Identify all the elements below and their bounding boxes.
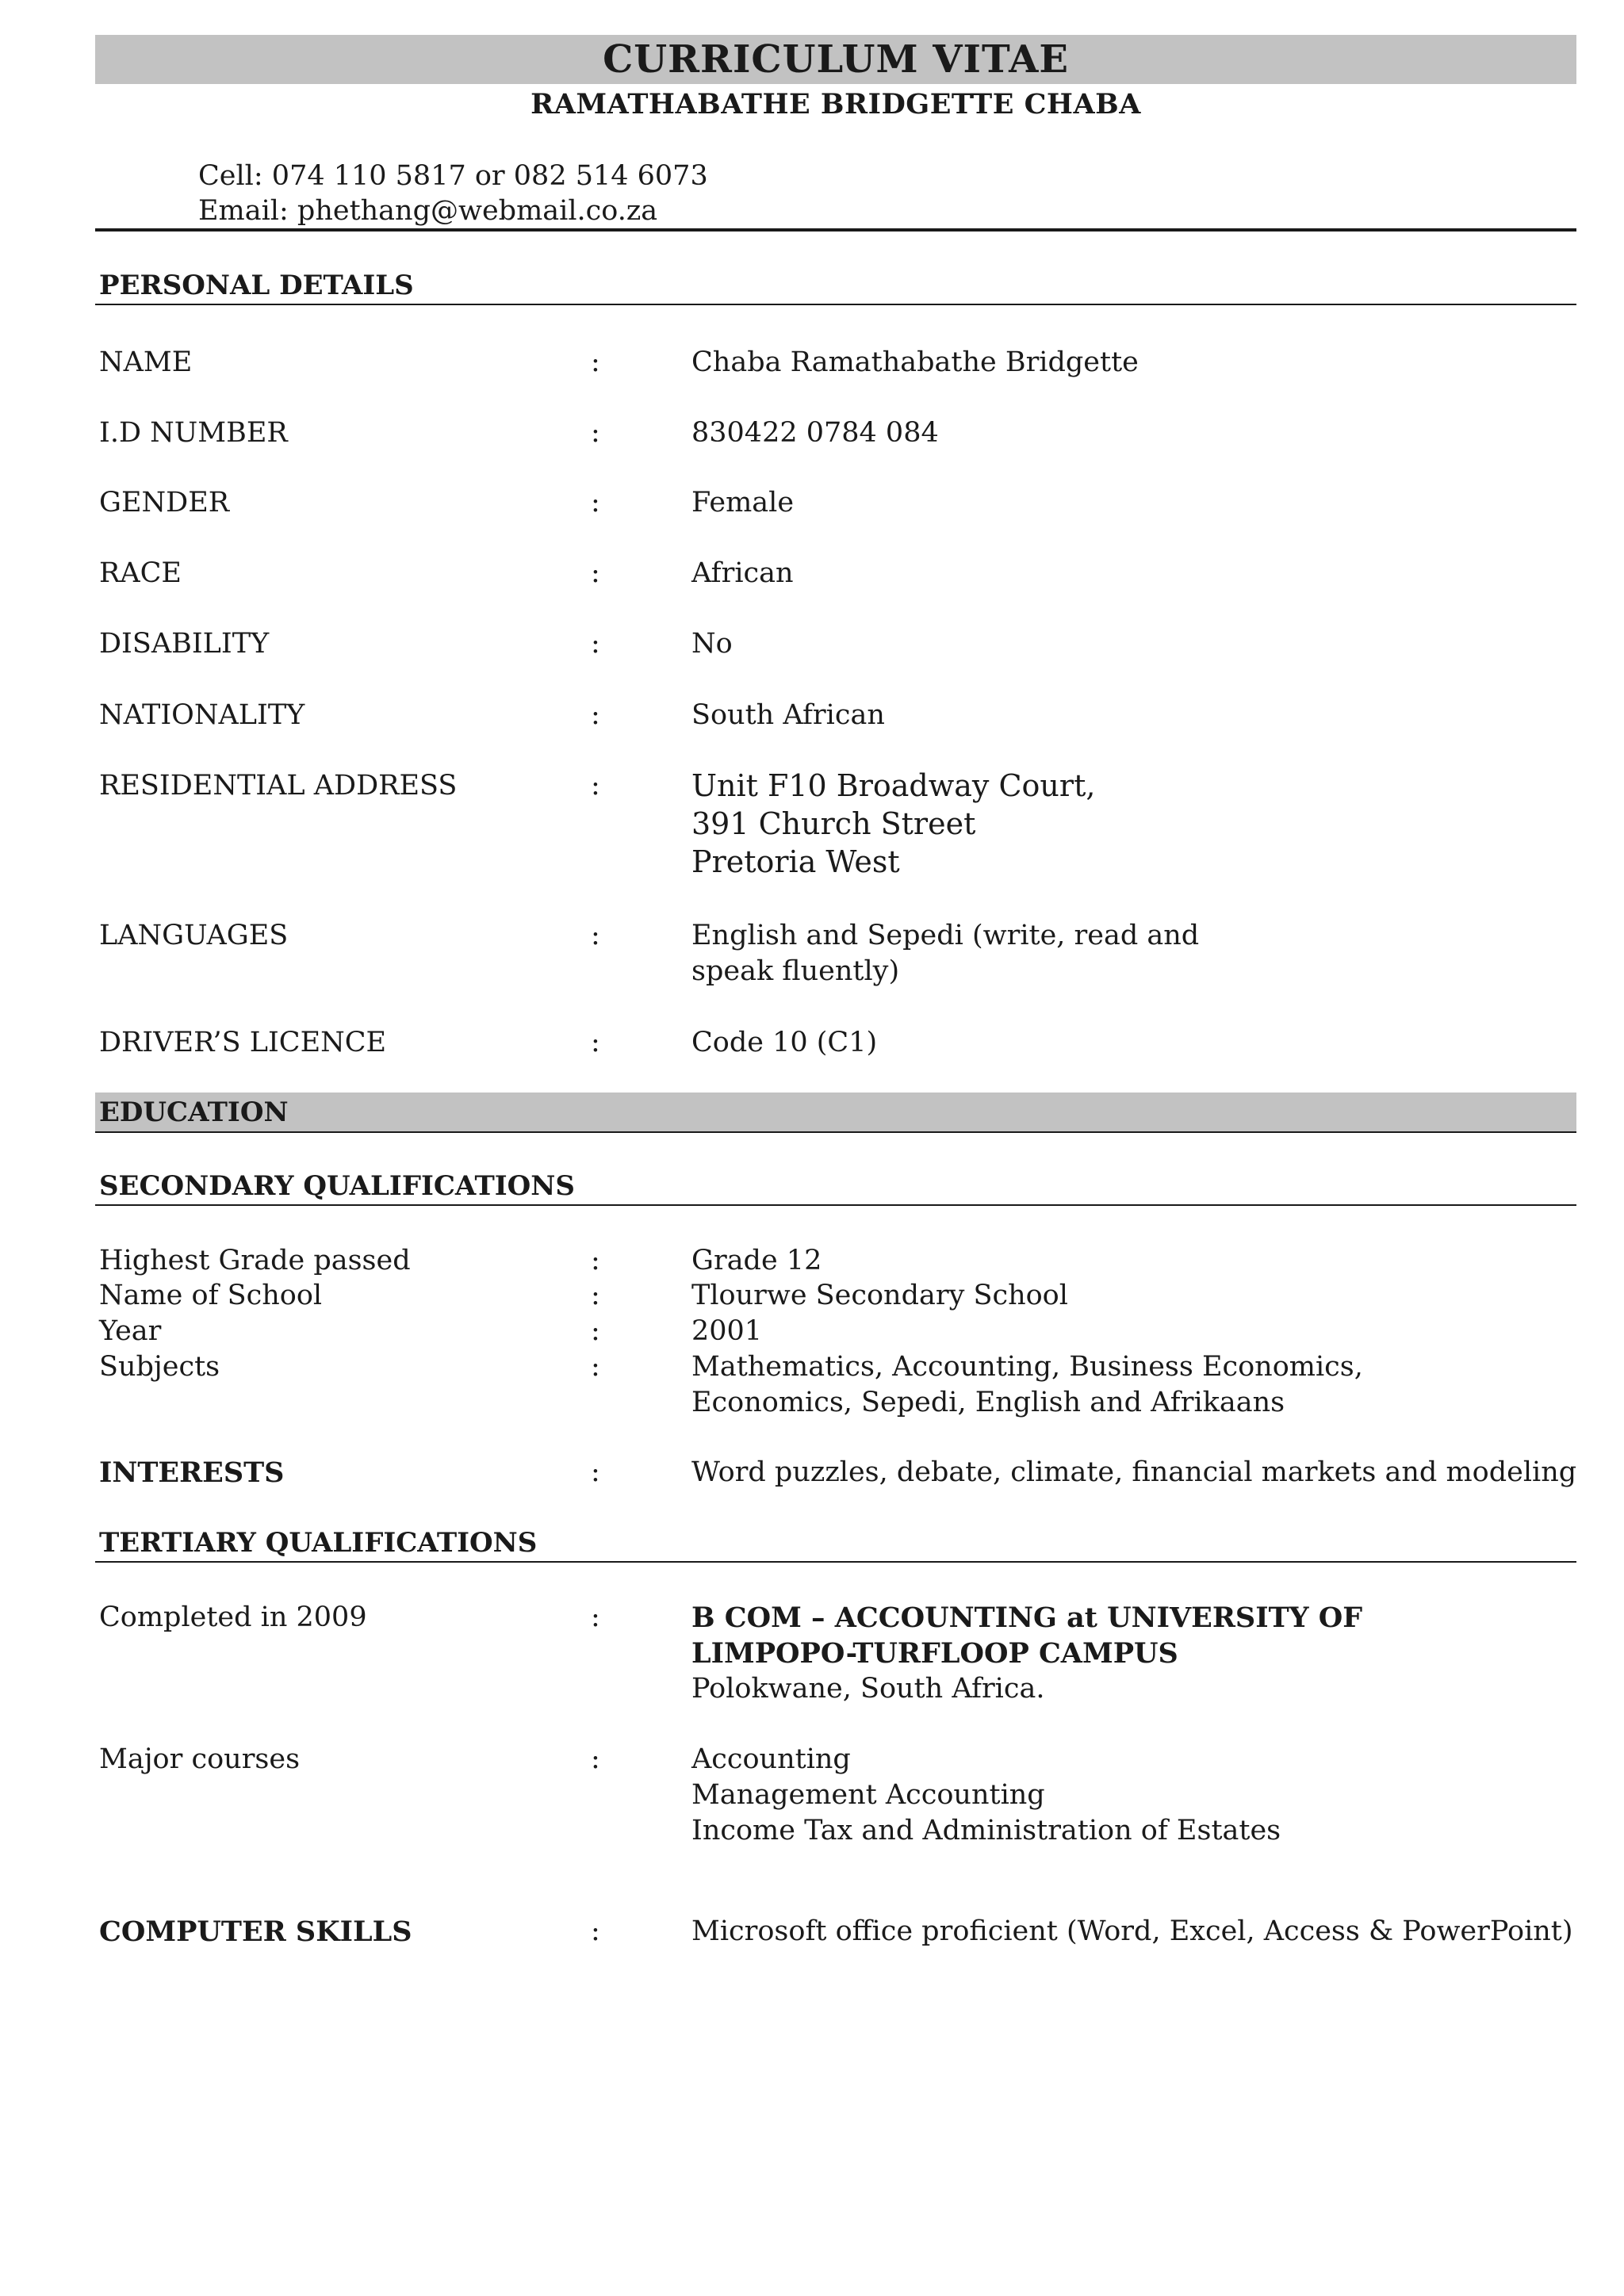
course-line: Management Accounting (691, 1779, 1045, 1811)
detail-row-disability (0, 626, 1624, 660)
detail-value: Grade 12 (691, 1245, 822, 1276)
detail-label: Year (99, 1315, 162, 1347)
interests-label: INTERESTS (99, 1456, 285, 1489)
secondary-qualifications-heading: SECONDARY QUALIFICATIONS (99, 1170, 575, 1202)
detail-row-name (0, 345, 1624, 378)
cell-number: Cell: 074 110 5817 or 082 514 6073 (198, 160, 708, 192)
colon: : (591, 1280, 600, 1311)
tertiary-row-major-courses (0, 1742, 1624, 1846)
header-divider (95, 228, 1576, 232)
education-heading: EDUCATION (99, 1096, 289, 1128)
document-title: CURRICULUM VITAE (603, 37, 1069, 82)
detail-row-gender (0, 485, 1624, 519)
detail-label: DISABILITY (99, 628, 270, 660)
detail-label: Name of School (99, 1280, 323, 1311)
languages-line: English and Sepedi (write, read and (691, 920, 1200, 951)
tertiary-row-completed (0, 1600, 1624, 1705)
detail-label: LANGUAGES (99, 920, 289, 951)
colon: : (591, 1743, 600, 1775)
colon: : (591, 1245, 600, 1276)
detail-label: I.D NUMBER (99, 417, 288, 449)
personal-details-divider (95, 304, 1576, 305)
colon: : (591, 1351, 600, 1383)
course-line: Income Tax and Administration of Estates (691, 1815, 1281, 1846)
colon: : (591, 1315, 600, 1347)
colon: : (591, 1456, 600, 1488)
interests-value: Word puzzles, debate, climate, financial markets and modeling (691, 1456, 1577, 1488)
detail-label: Highest Grade passed (99, 1245, 411, 1276)
detail-label: RACE (99, 557, 182, 589)
secondary-row-school (0, 1278, 1624, 1311)
languages-value (691, 918, 1199, 989)
major-courses-value (691, 1742, 1281, 1849)
subjects-value (691, 1349, 1363, 1421)
detail-row-id-number (0, 415, 1624, 449)
colon: : (591, 417, 600, 449)
subjects-line: Economics, Sepedi, English and Afrikaans (691, 1387, 1285, 1418)
tertiary-divider (95, 1561, 1576, 1563)
degree-location: Polokwane, South Africa. (691, 1673, 1045, 1705)
colon: : (591, 920, 600, 951)
computer-skills-label: COMPUTER SKILLS (99, 1915, 412, 1948)
address-line: Unit F10 Broadway Court, (691, 768, 1096, 803)
personal-details-heading: PERSONAL DETAILS (99, 270, 414, 301)
detail-value: 2001 (691, 1315, 763, 1347)
detail-value: Code 10 (C1) (691, 1027, 878, 1058)
detail-label: GENDER (99, 487, 230, 519)
detail-label: NATIONALITY (99, 699, 305, 731)
colon: : (591, 1915, 600, 1947)
computer-skills-value: Microsoft office proficient (Word, Excel, Access & PowerPoint) (691, 1915, 1573, 1947)
colon: : (591, 1027, 600, 1058)
colon: : (591, 557, 600, 589)
degree-line: LIMPOPO-TURFLOOP CAMPUS (691, 1637, 1178, 1670)
detail-value: Female (691, 487, 795, 519)
address-value (691, 767, 1095, 881)
detail-row-languages (0, 918, 1624, 987)
detail-label: Major courses (99, 1743, 301, 1775)
colon: : (591, 1601, 600, 1633)
secondary-row-grade (0, 1243, 1624, 1276)
detail-row-race (0, 556, 1624, 589)
education-divider (95, 1131, 1576, 1133)
detail-value: 830422 0784 084 (691, 417, 939, 449)
detail-value: Chaba Ramathabathe Bridgette (691, 346, 1139, 378)
candidate-name: RAMATHABATHE BRIDGETTE CHABA (530, 88, 1141, 121)
secondary-divider (95, 1204, 1576, 1206)
degree-line: B COM – ACCOUNTING at UNIVERSITY OF (691, 1601, 1363, 1634)
detail-row-drivers-licence (0, 1025, 1624, 1058)
colon: : (591, 346, 600, 378)
interests-row (0, 1455, 1624, 1489)
address-line: Pretoria West (691, 844, 900, 879)
detail-value: Tlourwe Secondary School (691, 1280, 1068, 1311)
colon: : (591, 770, 600, 802)
degree-value (691, 1600, 1362, 1707)
detail-label: Completed in 2009 (99, 1601, 367, 1633)
subjects-line: Mathematics, Accounting, Business Economics, (691, 1351, 1363, 1383)
tertiary-qualifications-heading: TERTIARY QUALIFICATIONS (99, 1527, 538, 1559)
secondary-row-subjects (0, 1349, 1624, 1418)
course-line: Accounting (691, 1743, 851, 1775)
detail-value: South African (691, 699, 885, 731)
colon: : (591, 699, 600, 731)
email-address: Email: phethang@webmail.co.za (198, 195, 658, 227)
detail-label: NAME (99, 346, 193, 378)
detail-label: RESIDENTIAL ADDRESS (99, 770, 458, 802)
detail-value: African (691, 557, 794, 589)
computer-skills-row (0, 1914, 1624, 1948)
address-line: 391 Church Street (691, 806, 976, 841)
colon: : (591, 487, 600, 519)
detail-label: DRIVER’S LICENCE (99, 1027, 387, 1058)
detail-value: No (691, 628, 733, 660)
education-band (95, 1093, 1576, 1132)
languages-line: speak fluently) (691, 955, 900, 987)
detail-label: Subjects (99, 1351, 220, 1383)
colon: : (591, 628, 600, 660)
